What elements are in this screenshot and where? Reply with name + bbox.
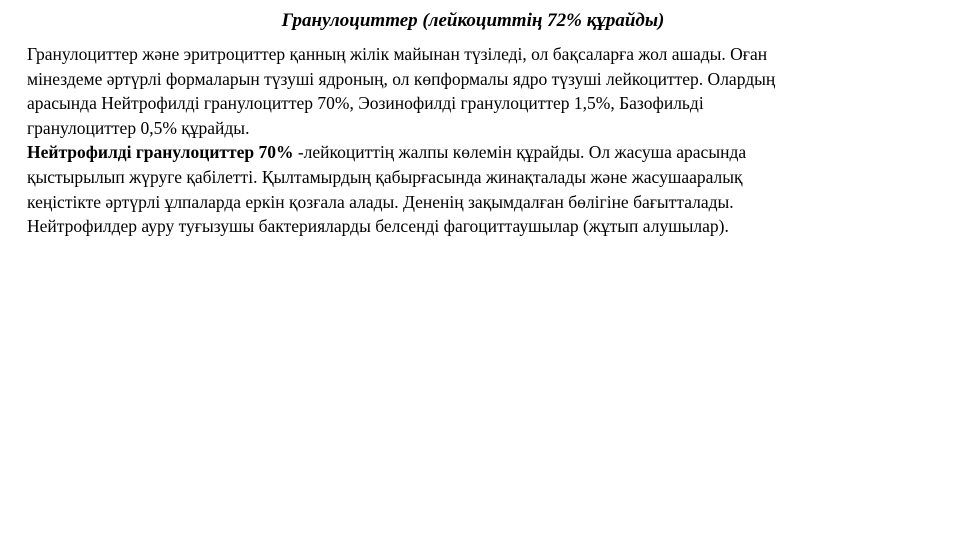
neutrophil-heading: Нейтрофилді гранулоциттер 70% — [27, 142, 294, 163]
body-line-7: кеңістікте әртүрлі ұлпаларда еркін қозғала алады. Дененің зақымдалған бөлігіне бағытталады. — [27, 191, 734, 212]
body-line-2: мінездеме әртүрлі формаларын түзуші ядроның, ол көпформалы ядро түзуші лейкоциттер. Олардың — [27, 68, 776, 89]
body-line-6: қыстырылып жүруге қабілетті. Қылтамырдың қабырғасында жинақталады және жасушааралық — [27, 166, 743, 187]
body-line-3: арасында Нейтрофилді гранулоциттер 70%, Эозинофилді гранулоциттер 1,5%, Базофильді — [27, 93, 704, 114]
body-line-8: Нейтрофилдер ауру туғызушы бактерияларды белсенді фагоциттаушылар (жұтып алушылар). — [27, 216, 729, 237]
body-line-5-rest: -лейкоциттің жалпы көлемін құрайды. Ол жасуша арасында — [293, 142, 747, 163]
body-line-5 — [27, 140, 932, 165]
slide-body — [27, 42, 932, 239]
body-line-4: гранулоциттер 0,5% құрайды. — [27, 117, 250, 138]
slide-title: Гранулоциттер (лейкоциттің 72% құрайды) — [281, 10, 665, 31]
body-line-1: Гранулоциттер және эритроциттер қанның жілік майынан түзіледі, ол бақсаларға жол ашады. Оған — [27, 44, 768, 64]
